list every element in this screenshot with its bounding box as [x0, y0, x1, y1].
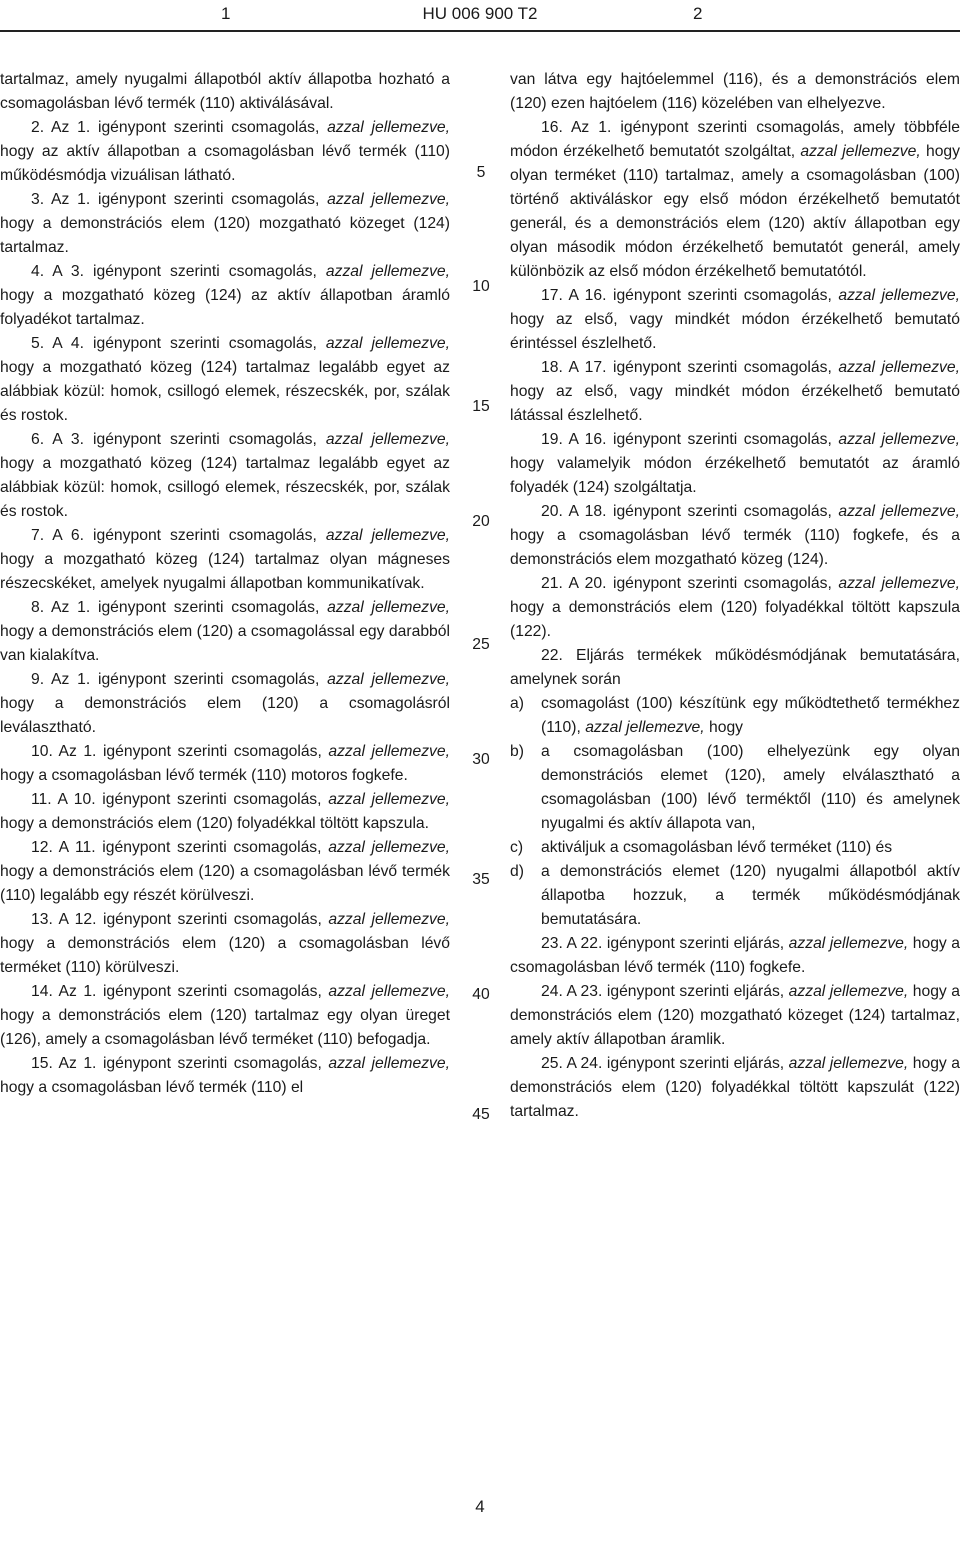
left-page-number: 1: [221, 4, 231, 23]
claim-text-continued: hogy a mozgatható közeg (124) tartalmaz legalább egyet az alábbiak közül: homok, csillogó elemek, részecskék, por, szálak és rostok.: [0, 359, 450, 424]
claim-text: Az 1. igénypont szerinti csomagolás, amely többféle módon érzékelhető bemutatót szolgáltat,: [510, 119, 960, 160]
claim-text-continued: hogy a demonstrációs elem (120) folyadékkal töltött kapszula (122).: [510, 599, 960, 640]
claim-paragraph: [0, 740, 450, 788]
claim-paragraph: [510, 284, 960, 356]
claim-paragraph: [510, 428, 960, 500]
claim-paragraph: [510, 116, 960, 284]
claim-characterising-phrase: azzal jellemezve,: [325, 263, 450, 280]
claim-text-continued: hogy a demonstrációs elem (120) a csomagolással egy darabból van kialakítva.: [0, 623, 450, 664]
line-number: 5: [476, 164, 486, 181]
claim-number: 23.: [541, 935, 567, 952]
claim-number: 19.: [541, 431, 569, 448]
claim-number: 11.: [31, 791, 58, 808]
claim-characterising-phrase: azzal jellemezve,: [838, 359, 960, 376]
claim-text-continued: hogy a mozgatható közeg (124) tartalmaz legalább egyet az alábbiak közül: homok, csillogó elemek, részecskék, por, szálak és rostok.: [0, 455, 450, 520]
line-number: 20: [472, 513, 490, 530]
claim-paragraph: [0, 260, 450, 332]
claim-number: 22.: [541, 647, 576, 664]
claim-number: 9.: [31, 671, 52, 688]
claim-paragraph: [510, 980, 960, 1052]
claim-paragraph: [510, 1052, 960, 1124]
claim-number: 13.: [31, 911, 59, 928]
claim-characterising-phrase: azzal jellemezve,: [800, 143, 921, 160]
claim-number: 6.: [31, 431, 53, 448]
line-number: 25: [472, 636, 490, 653]
claim-characterising-phrase: azzal jellemezve,: [585, 719, 705, 736]
claim-paragraph: [0, 524, 450, 596]
line-number: 35: [472, 871, 490, 888]
claim-paragraph: [0, 332, 450, 428]
claim-text-continued: hogy az aktív állapotban a csomagolásban lévő termék (110) működésmódja vizuálisan látható.: [0, 143, 450, 184]
claim-characterising-phrase: azzal jellemezve,: [327, 119, 451, 136]
claim-paragraph: [0, 908, 450, 980]
claim-characterising-phrase: azzal jellemezve,: [328, 983, 450, 1000]
claim-step: [510, 692, 960, 740]
claim-text: A 24. igénypont szerinti eljárás,: [566, 1055, 789, 1072]
claim-paragraph: [0, 68, 450, 116]
claim-paragraph: [0, 596, 450, 668]
claim-text-continued: hogy az első, vagy mindkét módon érzékelhető bemutató látással észlelhető.: [510, 383, 960, 424]
claim-text: A 6. igénypont szerinti csomagolás,: [52, 527, 326, 544]
claim-number: 15.: [31, 1055, 59, 1072]
claim-number: 2.: [31, 119, 52, 136]
document-id: HU 006 900 T2: [422, 4, 538, 23]
claim-number: 21.: [541, 575, 569, 592]
claim-characterising-phrase: azzal jellemezve,: [788, 983, 909, 1000]
claim-text: A 18. igénypont szerinti csomagolás,: [568, 503, 839, 520]
line-number: 45: [472, 1106, 490, 1123]
claim-characterising-phrase: azzal jellemezve,: [328, 791, 450, 808]
claim-characterising-phrase: azzal jellemezve,: [325, 335, 450, 352]
claim-text: Az 1. igénypont szerinti csomagolás,: [58, 743, 329, 760]
claim-number: 24.: [541, 983, 567, 1000]
claim-characterising-phrase: azzal jellemezve,: [328, 911, 450, 928]
claim-text: A 20. igénypont szerinti csomagolás,: [568, 575, 839, 592]
claim-text-continued: hogy a demonstrációs elem (120) mozgatható közeget (124) tartalmaz.: [0, 215, 450, 256]
claim-number: 20.: [541, 503, 569, 520]
claim-paragraph: [0, 668, 450, 740]
claim-characterising-phrase: azzal jellemezve,: [325, 431, 450, 448]
claim-text: aktiváljuk a csomagolásban lévő terméket (110) és: [541, 839, 893, 856]
claim-text-continued: hogy a csomagolásban lévő termék (110) el: [0, 1079, 304, 1096]
claim-text: A 23. igénypont szerinti eljárás,: [566, 983, 789, 1000]
claim-number: c): [510, 839, 524, 856]
claim-text: A 16. igénypont szerinti csomagolás,: [568, 431, 839, 448]
claim-text-continued: hogy a demonstrációs elem (120) folyadékkal töltött kapszulát (122) tartalmaz.: [510, 1055, 960, 1120]
claim-number: 3.: [31, 191, 52, 208]
claim-paragraph: [0, 1052, 450, 1100]
claim-text-continued: hogy a demonstrációs elem (120) tartalmaz egy olyan üreget (126), amely a csomagolásban lévő terméket (110) befogadja.: [0, 1007, 450, 1048]
claim-text: A 4. igénypont szerinti csomagolás,: [52, 335, 326, 352]
claim-number: 7.: [31, 527, 53, 544]
claim-characterising-phrase: azzal jellemezve,: [325, 527, 450, 544]
claim-number: 5.: [31, 335, 53, 352]
claim-number: 4.: [31, 263, 53, 280]
claim-text-continued: hogy a csomagolásban lévő termék (110) fogkefe.: [510, 935, 960, 976]
claim-paragraph: [0, 836, 450, 908]
claim-number: 16.: [541, 119, 571, 136]
claim-text-continued: hogy az első, vagy mindkét módon érzékelhető bemutató érintéssel észlelhető.: [510, 311, 960, 352]
claim-text: csomagolást (100) készítünk egy működtethető termékhez (110),: [541, 695, 960, 736]
claim-text: A 10. igénypont szerinti csomagolás,: [57, 791, 329, 808]
line-number: 40: [472, 986, 490, 1003]
claim-text: Az 1. igénypont szerinti csomagolás,: [51, 191, 328, 208]
claim-characterising-phrase: azzal jellemezve,: [838, 431, 960, 448]
claim-paragraph: [510, 500, 960, 572]
claim-paragraph: [0, 188, 450, 260]
claim-characterising-phrase: azzal jellemezve,: [327, 671, 451, 688]
line-number: 10: [472, 278, 490, 295]
line-number: 15: [472, 398, 490, 415]
header-rule: [0, 30, 960, 32]
claim-text-continued: hogy olyan terméket (110) tartalmaz, amely a csomagolásban (100) történő aktiváláskor egy első módon érzékelhető bemutatót generál, és a demonstrációs elem (120) aktív állapotban egy olyan második módon érzékelhető bemutatót generál, amely különbözik az első módon érzékelhető bemutatótól.: [510, 143, 960, 280]
claim-text: A 16. igénypont szerinti csomagolás,: [568, 287, 839, 304]
claim-text: Eljárás termékek működésmódjának bemutatására, amelynek során: [510, 647, 960, 688]
claim-characterising-phrase: azzal jellemezve,: [788, 935, 909, 952]
claim-text-continued: hogy valamelyik módon érzékelhető bemutatót az áramló folyadék (124) szolgáltatja.: [510, 455, 960, 496]
claim-characterising-phrase: azzal jellemezve,: [327, 191, 451, 208]
footer-page-number: 4: [475, 1497, 485, 1516]
right-page-number: 2: [693, 4, 703, 23]
claim-text-continued: hogy a demonstrációs elem (120) a csomagolásról leválasztható.: [0, 695, 450, 736]
claim-text: tartalmaz, amely nyugalmi állapotból aktív állapotba hozható a csomagolásban lévő termék (110) aktiválásával.: [0, 71, 450, 112]
claim-number: 18.: [541, 359, 569, 376]
claim-text-continued: hogy a csomagolásban lévő termék (110) fogkefe, és a demonstrációs elem mozgatható közeg (124).: [510, 527, 960, 568]
claim-text: Az 1. igénypont szerinti csomagolás,: [51, 671, 328, 688]
claim-number: 8.: [31, 599, 52, 616]
claim-paragraph: [510, 572, 960, 644]
claim-text: van látva egy hajtóelemmel (116), és a demonstrációs elem (120) ezen hajtóelem (116) közelében van elhelyezve.: [510, 71, 960, 112]
claim-characterising-phrase: azzal jellemezve,: [328, 743, 450, 760]
claim-text: a demonstrációs elemet (120) nyugalmi állapotból aktív állapotba hozzuk, a termék működésmódjának bemutatására.: [541, 863, 960, 928]
claim-paragraph: [0, 116, 450, 188]
claim-text-continued: hogy: [704, 719, 744, 736]
claim-number: 12.: [31, 839, 59, 856]
claim-step: [510, 836, 960, 860]
claim-characterising-phrase: azzal jellemezve,: [838, 575, 960, 592]
claim-characterising-phrase: azzal jellemezve,: [838, 503, 960, 520]
claim-paragraph: [510, 644, 960, 692]
claim-characterising-phrase: azzal jellemezve,: [327, 599, 451, 616]
claim-text: Az 1. igénypont szerinti csomagolás,: [58, 1055, 329, 1072]
claim-paragraph: [0, 980, 450, 1052]
claim-paragraph: [510, 68, 960, 116]
claim-characterising-phrase: azzal jellemezve,: [328, 1055, 450, 1072]
claim-characterising-phrase: azzal jellemezve,: [838, 287, 960, 304]
claim-text: Az 1. igénypont szerinti csomagolás,: [51, 599, 328, 616]
claim-paragraph: [0, 428, 450, 524]
claim-number: 25.: [541, 1055, 567, 1072]
claim-text: A 22. igénypont szerinti eljárás,: [566, 935, 789, 952]
claim-text-continued: hogy a mozgatható közeg (124) tartalmaz olyan mágneses részecskéket, amelyek nyugalmi állapotban kommunikatívak.: [0, 551, 450, 592]
claim-text-continued: hogy a csomagolásban lévő termék (110) motoros fogkefe.: [0, 767, 408, 784]
claim-paragraph: [510, 932, 960, 980]
claim-number: a): [510, 695, 524, 712]
claim-paragraph: [510, 356, 960, 428]
right-column: [510, 68, 960, 1124]
claim-text: Az 1. igénypont szerinti csomagolás,: [58, 983, 329, 1000]
claim-text: A 12. igénypont szerinti csomagolás,: [58, 911, 329, 928]
left-column: [0, 68, 450, 1100]
claim-text-continued: hogy a demonstrációs elem (120) a csomagolásban lévő termék (110) legalább egy részét körülveszi.: [0, 863, 450, 904]
claim-text: A 3. igénypont szerinti csomagolás,: [52, 431, 326, 448]
claim-text: a csomagolásban (100) elhelyezünk egy olyan demonstrációs elemet (120), amely elválasztható a csomagolásban (100) lévő terméktől (110) és amelynek nyugalmi és aktív állapota van,: [541, 743, 960, 832]
claim-text-continued: hogy a mozgatható közeg (124) az aktív állapotban áramló folyadékot tartalmaz.: [0, 287, 450, 328]
claim-text-continued: hogy a demonstrációs elem (120) folyadékkal töltött kapszula.: [0, 815, 430, 832]
claim-step: [510, 740, 960, 836]
claim-characterising-phrase: azzal jellemezve,: [328, 839, 450, 856]
line-number: 30: [472, 751, 490, 768]
claim-step: [510, 860, 960, 932]
claim-number: 14.: [31, 983, 59, 1000]
claim-text-continued: hogy a demonstrációs elem (120) a csomagolásban lévő terméket (110) körülveszi.: [0, 935, 450, 976]
claim-paragraph: [0, 788, 450, 836]
claim-characterising-phrase: azzal jellemezve,: [788, 1055, 909, 1072]
claim-text: Az 1. igénypont szerinti csomagolás,: [51, 119, 328, 136]
claim-text: A 17. igénypont szerinti csomagolás,: [568, 359, 839, 376]
claim-number: 17.: [541, 287, 569, 304]
claim-text: A 3. igénypont szerinti csomagolás,: [52, 263, 326, 280]
claim-text: A 11. igénypont szerinti csomagolás,: [58, 839, 329, 856]
claim-number: 10.: [31, 743, 59, 760]
claim-number: d): [510, 863, 524, 880]
claim-number: b): [510, 743, 524, 760]
claim-text-continued: hogy a demonstrációs elem (120) mozgatható közeget (124) tartalmaz, amely aktív állapotban áramlik.: [510, 983, 960, 1048]
